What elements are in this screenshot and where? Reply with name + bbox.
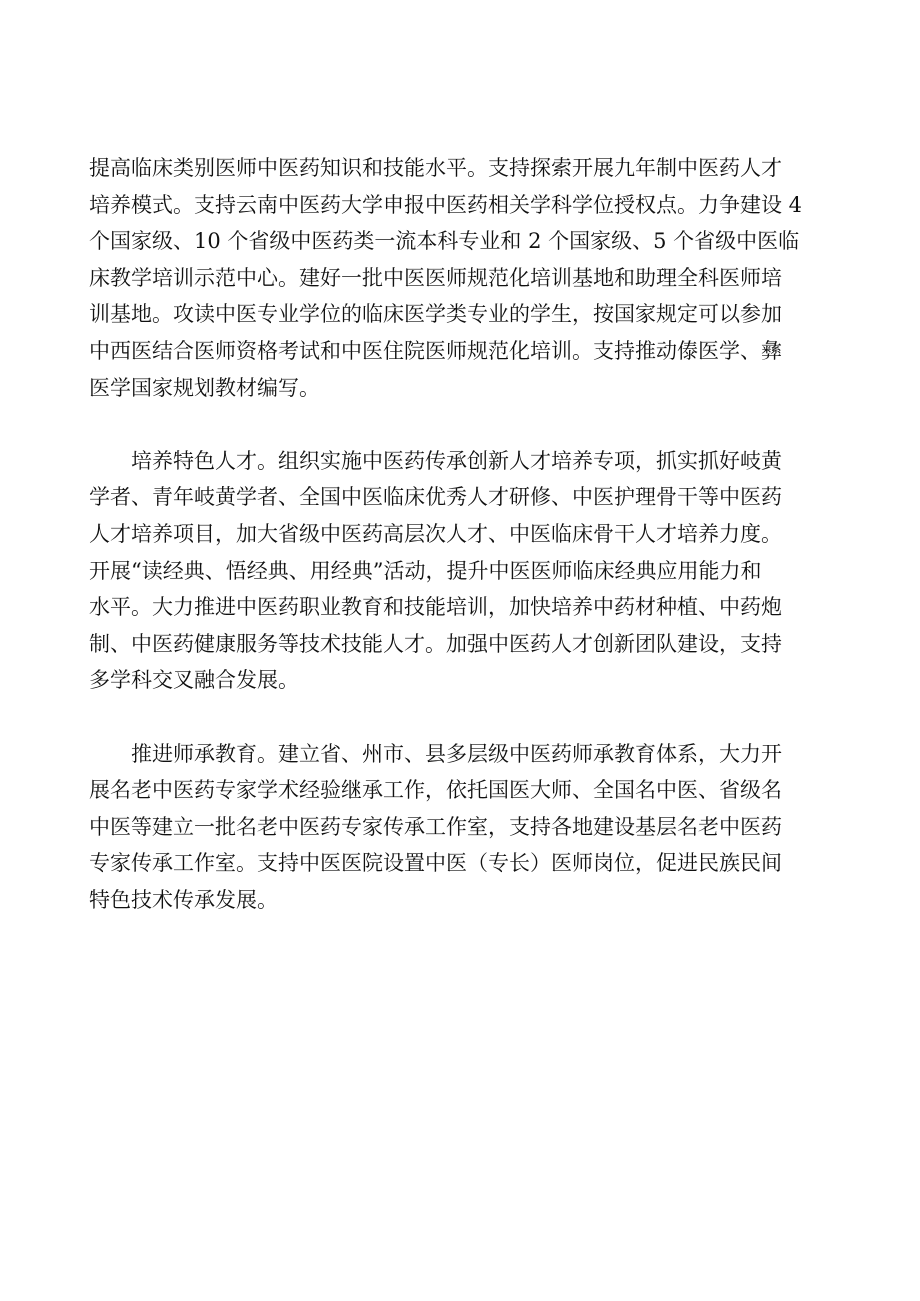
text-line: 开展“读经典、悟经典、用经典”活动，提升中医医师临床经典应用能力和 [89,558,762,583]
text-line: 特色技术传承发展。 [89,887,278,912]
text-line: 床教学培训示范中心。建好一批中医医师规范化培训基地和助理全科医师培 [89,265,782,290]
text-line: 中西医结合医师资格考试和中医住院医师规范化培训。支持推动傣医学、彝 [89,338,782,363]
paragraph-spacer [89,699,849,736]
text-line: 推进师承教育。建立省、州市、县多层级中医药师承教育体系，大力开 [89,741,782,766]
text-line: 展名老中医药专家学术经验继承工作，依托国医大师、全国名中医、省级名 [89,778,782,803]
paragraph-tcm-knowledge [89,150,849,406]
text-line: 水平。大力推进中医药职业教育和技能培训，加快培养中药材种植、中药炮 [89,595,782,620]
text-line: 医学国家规划教材编写。 [89,375,320,400]
paragraph-featured-talent [89,443,849,699]
paragraph-spacer [89,406,849,443]
text-line: 训基地。攻读中医专业学位的临床医学类专业的学生，按国家规定可以参加 [89,302,782,327]
text-line: 多学科交叉融合发展。 [89,668,299,693]
text-line: 学者、青年岐黄学者、全国中医临床优秀人才研修、中医护理骨干等中医药 [89,485,782,510]
text-line: 培养特色人才。组织实施中医药传承创新人才培养专项，抓实抓好岐黄 [89,448,782,473]
text-line: 个国家级、10 个省级中医药类一流本科专业和 2 个国家级、5 个省级中医临 [89,229,800,254]
text-line: 制、中医药健康服务等技术技能人才。加强中医药人才创新团队建设，支持 [89,631,782,656]
paragraph-mentorship-education [89,736,849,919]
text-line: 提高临床类别医师中医药知识和技能水平。支持探索开展九年制中医药人才 [89,156,782,180]
text-line: 培养模式。支持云南中医药大学申报中医药相关学科学位授权点。力争建设 4 [89,192,803,217]
text-line: 专家传承工作室。支持中医医院设置中医（专长）医师岗位，促进民族民间 [89,851,782,876]
text-line: 中医等建立一批名老中医药专家传承工作室，支持各地建设基层名老中医药 [89,814,782,839]
text-line: 人才培养项目，加大省级中医药高层次人才、中医临床骨干人才培养力度。 [89,521,782,546]
document-body [89,150,849,918]
